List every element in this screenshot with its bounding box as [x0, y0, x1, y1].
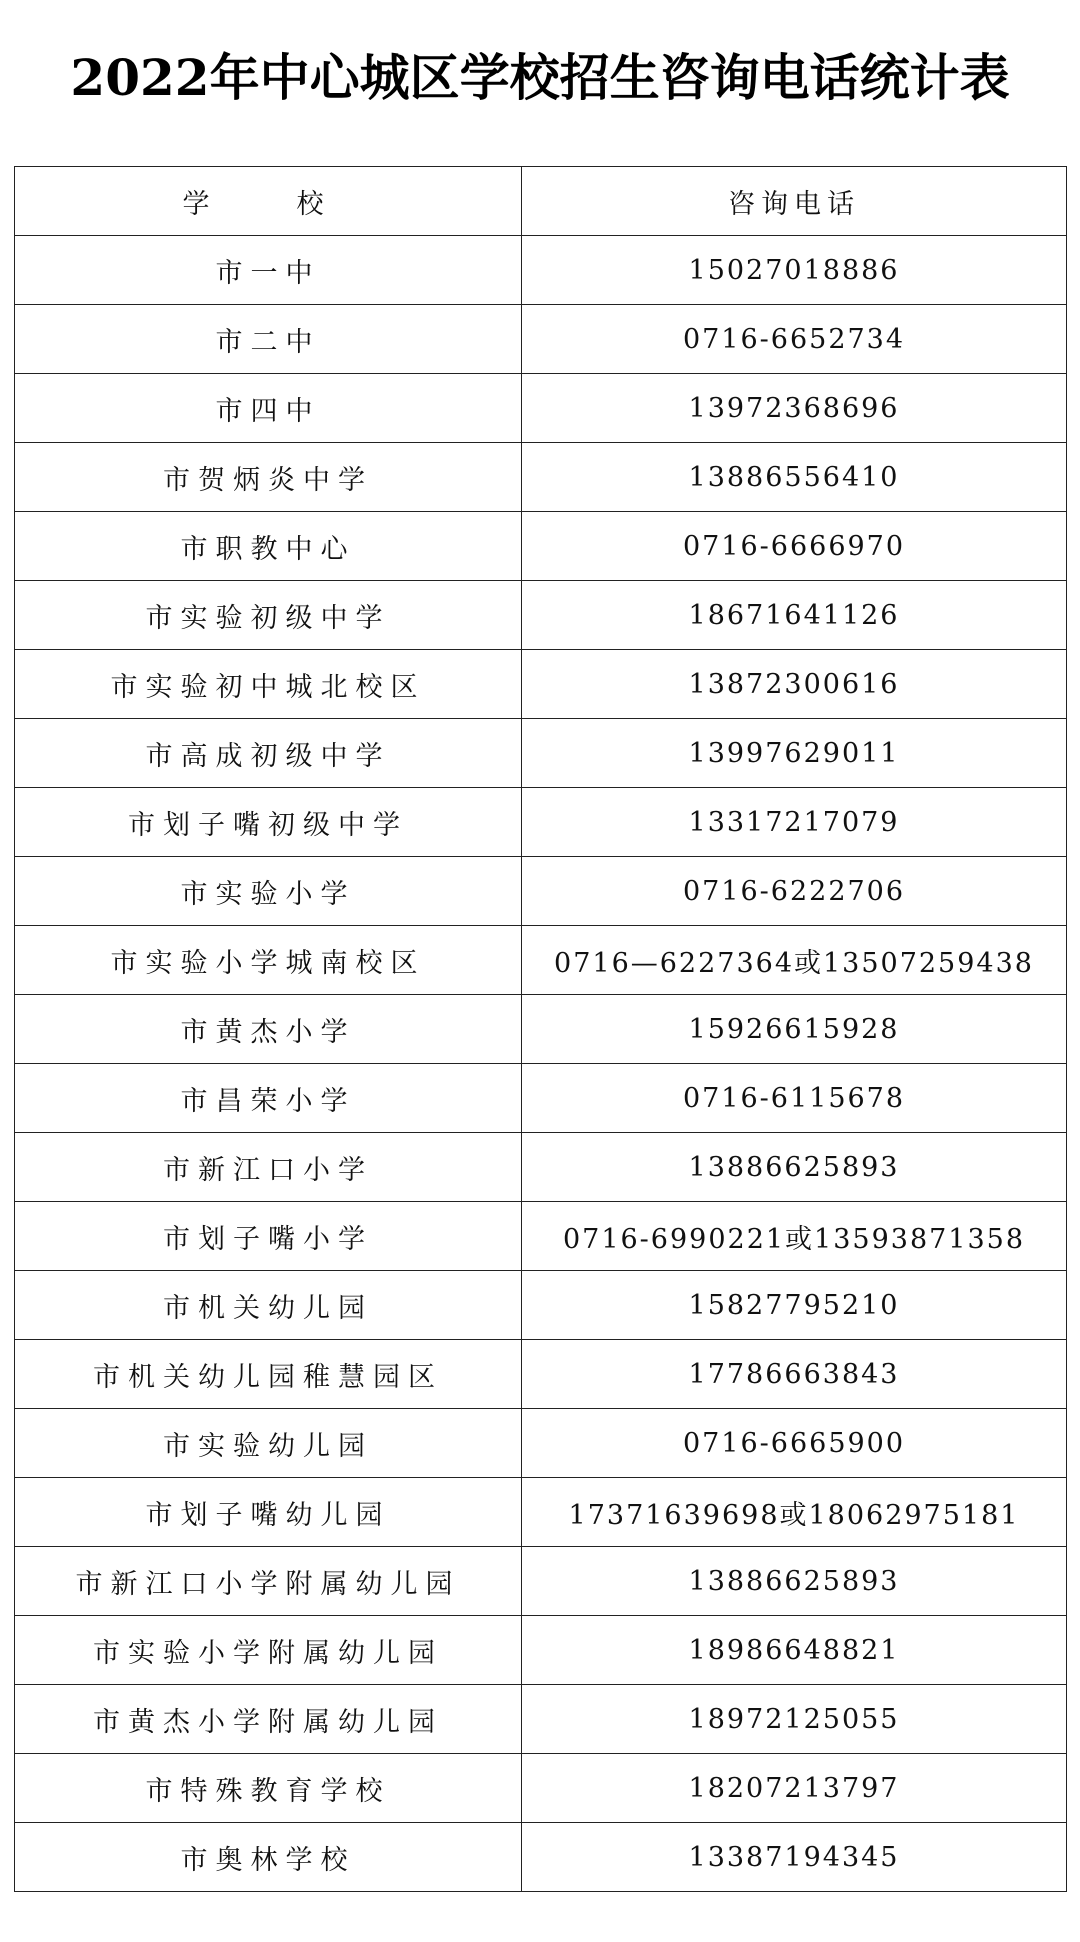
table-row [15, 581, 1067, 650]
phone-number-cell: 15827795210 [522, 1271, 1067, 1340]
school-name-cell: 市贺炳炎中学 [15, 443, 522, 512]
column-header-school: 学 校 [15, 167, 522, 236]
phone-number-cell: 18207213797 [522, 1754, 1067, 1823]
phone-number-cell: 13317217079 [522, 788, 1067, 857]
school-name-cell: 市实验初级中学 [15, 581, 522, 650]
school-name-cell: 市实验幼儿园 [15, 1409, 522, 1478]
table-row [15, 719, 1067, 788]
school-name-cell: 市实验初中城北校区 [15, 650, 522, 719]
phone-number-cell: 0716-6666970 [522, 512, 1067, 581]
table-row [15, 1409, 1067, 1478]
school-name-cell: 市黄杰小学 [15, 995, 522, 1064]
table-container [14, 166, 1066, 1892]
table-row [15, 995, 1067, 1064]
school-name-cell: 市机关幼儿园 [15, 1271, 522, 1340]
table-row [15, 1133, 1067, 1202]
table-row [15, 1754, 1067, 1823]
table-row [15, 1823, 1067, 1892]
table-row [15, 1685, 1067, 1754]
school-name-cell: 市一中 [15, 236, 522, 305]
table-row [15, 650, 1067, 719]
phone-number-cell: 0716-6652734 [522, 305, 1067, 374]
phone-number-cell: 13387194345 [522, 1823, 1067, 1892]
table-row [15, 1547, 1067, 1616]
contact-table [14, 166, 1067, 1892]
school-name-cell: 市奥林学校 [15, 1823, 522, 1892]
table-row [15, 236, 1067, 305]
table-row [15, 1616, 1067, 1685]
phone-number-cell: 17786663843 [522, 1340, 1067, 1409]
phone-number-cell: 13972368696 [522, 374, 1067, 443]
school-name-cell: 市划子嘴幼儿园 [15, 1478, 522, 1547]
table-row [15, 443, 1067, 512]
school-name-cell: 市特殊教育学校 [15, 1754, 522, 1823]
school-name-cell: 市机关幼儿园稚慧园区 [15, 1340, 522, 1409]
table-row [15, 512, 1067, 581]
phone-number-cell: 13886625893 [522, 1133, 1067, 1202]
table-row [15, 1202, 1067, 1271]
table-row [15, 1271, 1067, 1340]
phone-number-cell: 0716-6665900 [522, 1409, 1067, 1478]
school-name-cell: 市昌荣小学 [15, 1064, 522, 1133]
phone-number-cell: 17371639698或18062975181 [522, 1478, 1067, 1547]
table-row [15, 788, 1067, 857]
table-row [15, 857, 1067, 926]
phone-number-cell: 0716—6227364或13507259438 [522, 926, 1067, 995]
school-name-cell: 市实验小学附属幼儿园 [15, 1616, 522, 1685]
school-name-cell: 市划子嘴小学 [15, 1202, 522, 1271]
table-row [15, 1340, 1067, 1409]
school-name-cell: 市四中 [15, 374, 522, 443]
table-row [15, 1478, 1067, 1547]
phone-number-cell: 15027018886 [522, 236, 1067, 305]
column-header-phone: 咨询电话 [522, 167, 1067, 236]
phone-number-cell: 0716-6115678 [522, 1064, 1067, 1133]
phone-number-cell: 13997629011 [522, 719, 1067, 788]
table-header-row [15, 167, 1067, 236]
phone-number-cell: 15926615928 [522, 995, 1067, 1064]
table-row [15, 374, 1067, 443]
phone-number-cell: 13872300616 [522, 650, 1067, 719]
phone-number-cell: 0716-6222706 [522, 857, 1067, 926]
school-name-cell: 市新江口小学 [15, 1133, 522, 1202]
school-name-cell: 市实验小学 [15, 857, 522, 926]
phone-number-cell: 13886625893 [522, 1547, 1067, 1616]
table-row [15, 926, 1067, 995]
school-name-cell: 市划子嘴初级中学 [15, 788, 522, 857]
phone-number-cell: 18986648821 [522, 1616, 1067, 1685]
phone-number-cell: 13886556410 [522, 443, 1067, 512]
phone-number-cell: 0716-6990221或13593871358 [522, 1202, 1067, 1271]
school-name-cell: 市实验小学城南校区 [15, 926, 522, 995]
table-row [15, 1064, 1067, 1133]
phone-number-cell: 18972125055 [522, 1685, 1067, 1754]
school-name-cell: 市二中 [15, 305, 522, 374]
page-title: 2022年中心城区学校招生咨询电话统计表 [70, 48, 1010, 107]
school-name-cell: 市黄杰小学附属幼儿园 [15, 1685, 522, 1754]
school-name-cell: 市新江口小学附属幼儿园 [15, 1547, 522, 1616]
phone-number-cell: 18671641126 [522, 581, 1067, 650]
school-name-cell: 市高成初级中学 [15, 719, 522, 788]
school-name-cell: 市职教中心 [15, 512, 522, 581]
table-row [15, 305, 1067, 374]
